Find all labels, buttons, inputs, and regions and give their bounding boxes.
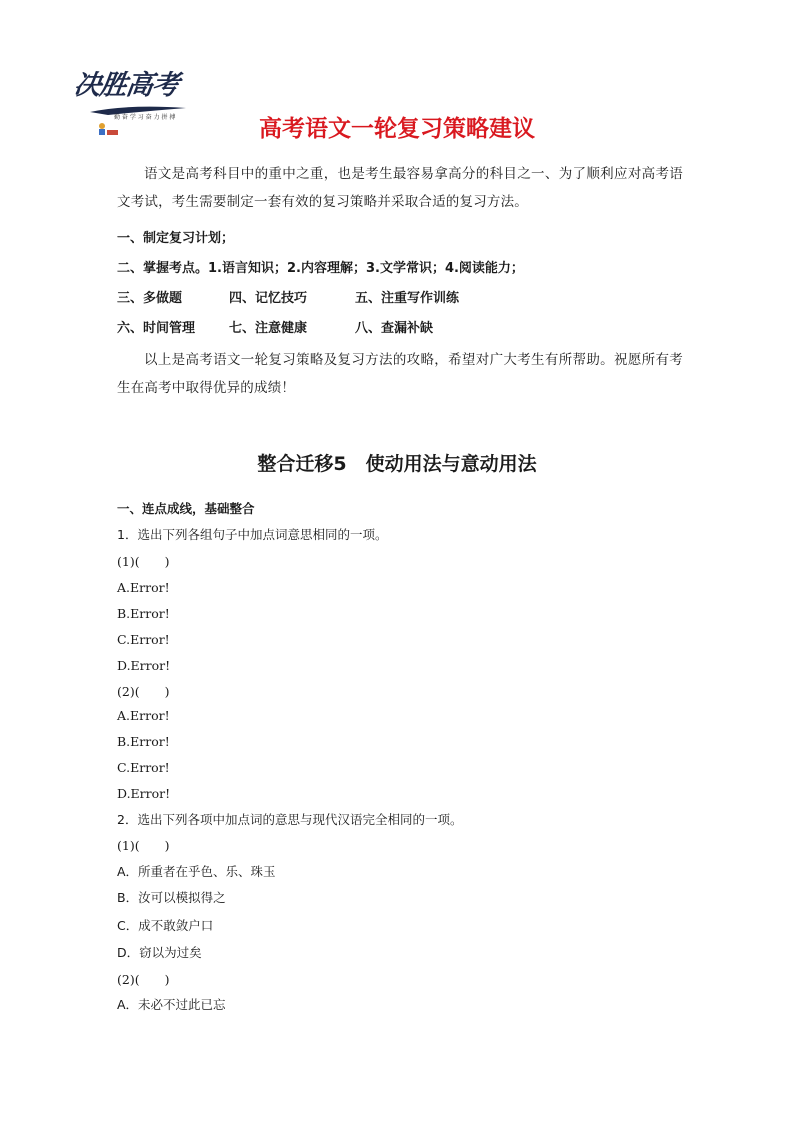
page-title: 高考语文一轮复习策略建议 bbox=[259, 116, 535, 142]
strategy-7: 七、注意健康 bbox=[229, 321, 308, 336]
closing-block bbox=[117, 346, 683, 402]
question-1-1-option-a: A.Error! bbox=[117, 580, 170, 595]
strategy-6: 六、时间管理 bbox=[117, 321, 196, 336]
logo-slogan: 勤 奋 学 习 奋 力 拼 搏 bbox=[114, 114, 176, 121]
question-1-1-option-d: D.Error! bbox=[117, 658, 171, 673]
question-2-2-option-a: A．未必不过此已忘 bbox=[117, 997, 226, 1012]
strategy-4: 四、记忆技巧 bbox=[229, 291, 308, 306]
intro-block bbox=[117, 160, 683, 216]
question-2-stem: 2．选出下列各项中加点词的意思与现代汉语完全相同的一项。 bbox=[117, 812, 463, 827]
strategy-5: 五、注重写作训练 bbox=[355, 291, 460, 306]
question-1-2-option-d: D.Error! bbox=[117, 786, 171, 801]
question-2-1-option-d: D．窃以为过矣 bbox=[117, 945, 202, 960]
question-1-2-option-b: B.Error! bbox=[117, 734, 170, 749]
strategy-2: 二、掌握考点。1.语言知识；2.内容理解；3.文学常识；4.阅读能力； bbox=[117, 261, 524, 276]
logo-text: 决胜高考 bbox=[71, 70, 181, 101]
question-2-sub-2: (2)( ) bbox=[117, 972, 170, 987]
question-1-1-option-c: C.Error! bbox=[117, 632, 170, 647]
section-title: 整合迁移5 使动用法与意动用法 bbox=[257, 453, 537, 475]
question-1-2-option-c: C.Error! bbox=[117, 760, 170, 775]
question-2-sub-1: (1)( ) bbox=[117, 838, 170, 853]
question-1-sub-1: (1)( ) bbox=[117, 554, 170, 569]
part-heading: 一、连点成线，基础整合 bbox=[117, 501, 255, 516]
strategy-3: 三、多做题 bbox=[117, 291, 183, 306]
strategy-1: 一、制定复习计划； bbox=[117, 231, 235, 246]
question-1-sub-2: (2)( ) bbox=[117, 684, 170, 699]
question-2-1-option-b: B．汝可以模拟得之 bbox=[117, 890, 226, 905]
strategy-8: 八、查漏补缺 bbox=[355, 321, 434, 336]
question-1-stem: 1．选出下列各组句子中加点词意思相同的一项。 bbox=[117, 527, 388, 542]
closing-paragraph: 以上是高考语文一轮复习策略及复习方法的攻略，希望对广大考生有所帮助。祝愿所有考生在高考中取得优异的成绩！ bbox=[117, 352, 683, 396]
question-2-1-option-a: A．所重者在乎色、乐、珠玉 bbox=[117, 864, 276, 879]
question-1-2-option-a: A.Error! bbox=[117, 708, 170, 723]
question-2-1-option-c: C．成不敢敛户口 bbox=[117, 918, 214, 933]
question-1-1-option-b: B.Error! bbox=[117, 606, 170, 621]
intro-paragraph: 语文是高考科目中的重中之重，也是考生最容易拿高分的科目之一、为了顺利应对高考语文考试，考生需要制定一套有效的复习策略并采取合适的复习方法。 bbox=[117, 166, 683, 210]
